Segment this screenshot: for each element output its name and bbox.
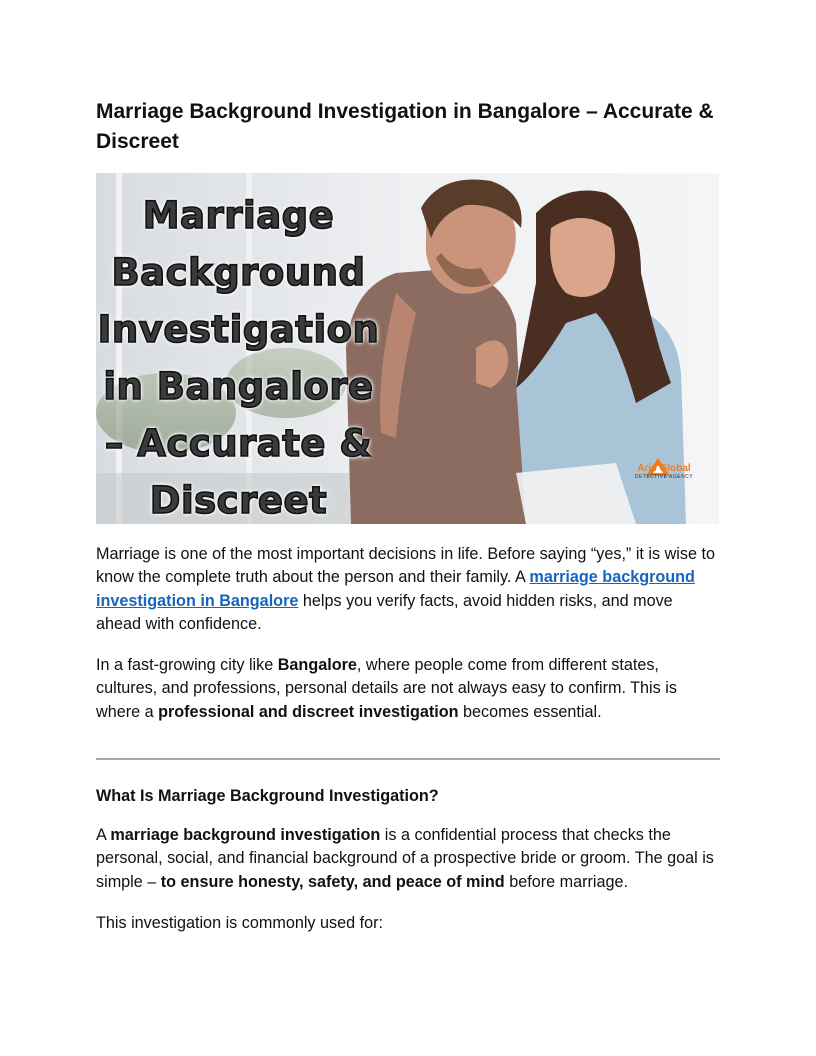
context-text-1: In a fast-growing city like	[96, 656, 278, 674]
uses-intro-paragraph: This investigation is commonly used for:	[96, 914, 383, 932]
definition-paragraph	[96, 824, 720, 894]
intro-paragraph	[96, 543, 720, 636]
definition-text-2: is a confidential process that checks the personal, social, and financial background of a prospective bride or groom. The goal is simple –	[96, 826, 714, 891]
hero-overlay-line: Investigation	[97, 308, 380, 351]
marriage-investigation-link[interactable]: marriage background investigation in Bangalore	[96, 568, 695, 610]
intro-text-start: Marriage is one of the most important decisions in life. Before saying “yes,” it is wise to know the complete truth about the person and their family. A	[96, 545, 715, 587]
definition-bold-goal: to ensure honesty, safety, and peace of mind	[160, 872, 505, 891]
context-text-2: , where people come from different states, cultures, and professions, personal details are not always easy to confirm. This is where a	[96, 656, 677, 721]
hero-overlay-line: Discreet	[149, 479, 328, 522]
article-title: Marriage Background Investigation in Bangalore – Accurate & Discreet	[96, 100, 714, 153]
hero-overlay-line: Background	[111, 251, 366, 294]
context-paragraph	[96, 654, 720, 724]
hero-overlay-line: Marriage	[142, 194, 335, 237]
hero-image	[96, 173, 719, 524]
context-text-3: becomes essential.	[458, 702, 602, 721]
intro-text-end: helps you verify facts, avoid hidden risks, and move ahead with confidence.	[96, 591, 673, 633]
definition-text-3: before marriage.	[504, 872, 628, 891]
section-heading: What Is Marriage Background Investigation?	[96, 787, 439, 805]
definition-text-1: A	[96, 826, 111, 844]
context-bold-investigation: professional and discreet investigation	[158, 702, 459, 721]
hero-overlay-title	[96, 187, 381, 524]
section-divider	[96, 758, 720, 760]
brand-name: Aris Global	[637, 463, 691, 474]
context-bold-city: Bangalore	[277, 656, 357, 674]
definition-bold-term: marriage background investigation	[110, 826, 381, 844]
brand-tagline: DETECTIVE AGENCY	[634, 474, 694, 480]
brand-logo	[624, 463, 704, 481]
hero-overlay-line: in Bangalore	[103, 365, 374, 408]
hero-overlay-line: – Accurate &	[104, 422, 373, 465]
